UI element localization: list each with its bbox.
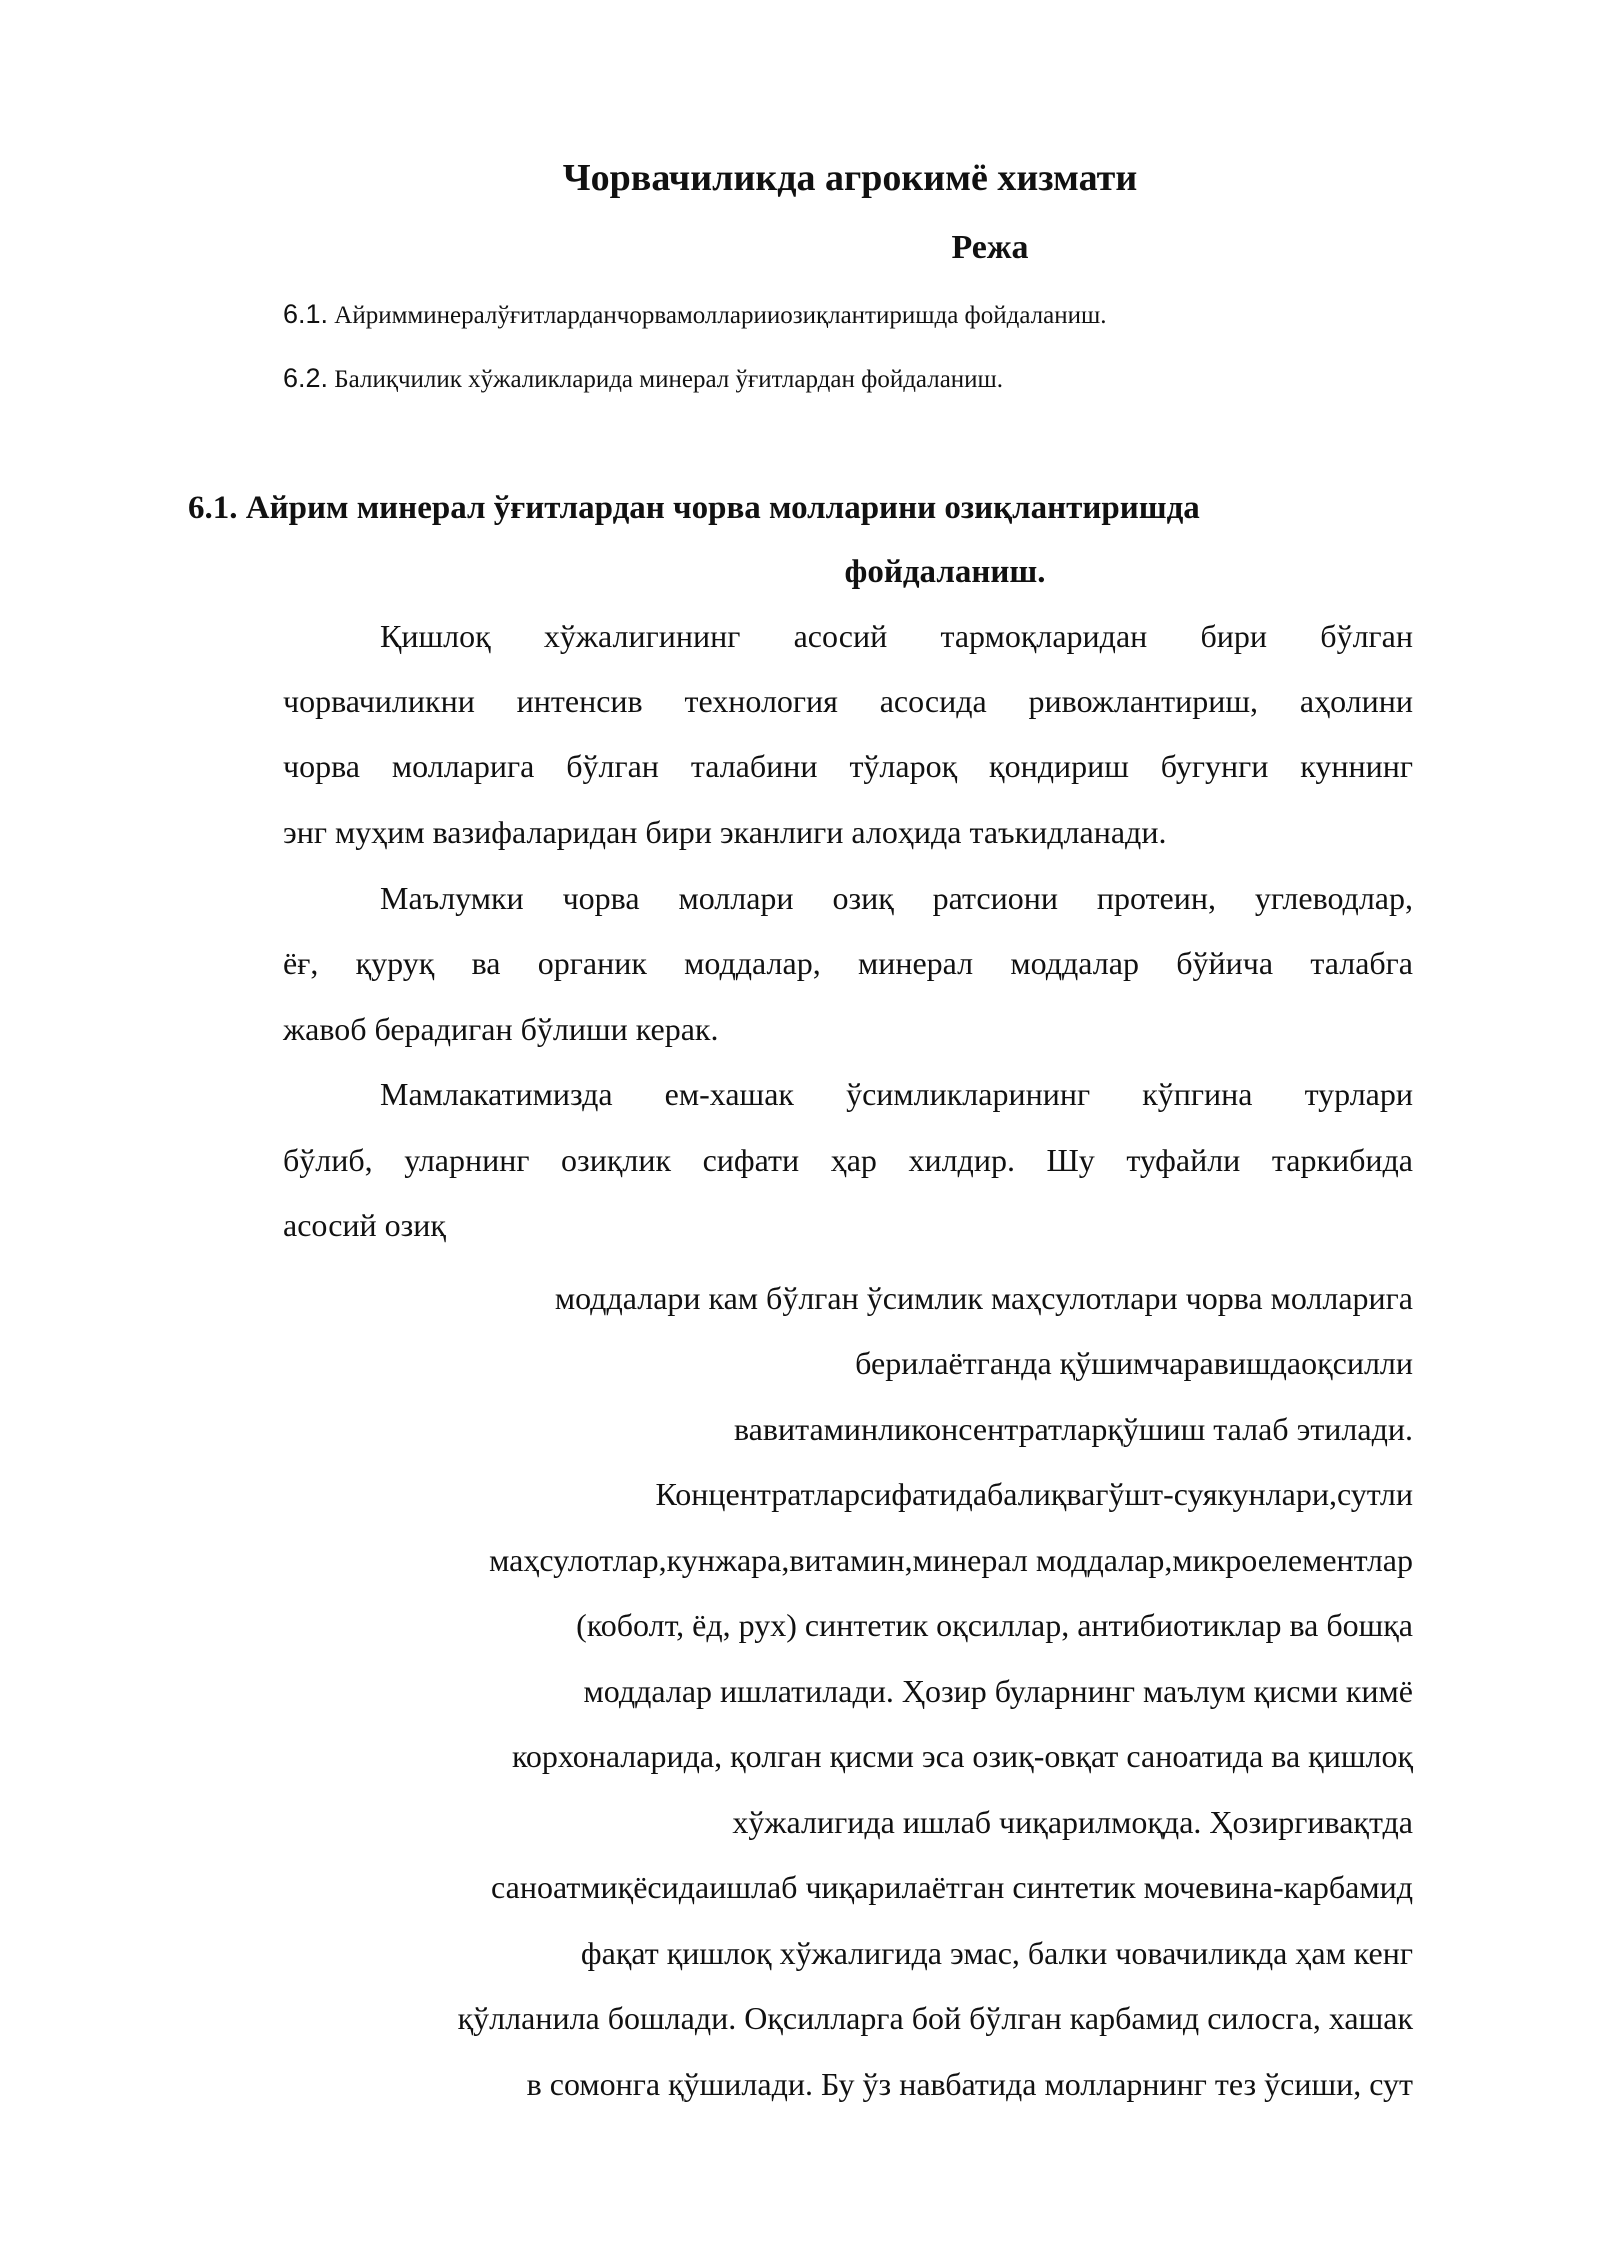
paragraph-line: Концентратларсифатидабалиқвагўшт-суякунлари,сутли [655, 1476, 1413, 1512]
paragraph-line: Мамлакатимизда ем-хашак ўсимликларининг кўпгина турлари [380, 1076, 1413, 1112]
paragraph-line: маҳсулотлар,кунжара,витамин,минерал моддалар,микроелементлар [489, 1542, 1413, 1578]
paragraph-line: берилаётганда қўшимчаравишдаоқсилли [855, 1345, 1413, 1381]
plan-item-number: 6.1. [283, 299, 329, 329]
paragraph-line: хўжалигида ишлаб чиқарилмоқда. Ҳозиргивақтда [732, 1804, 1413, 1840]
paragraph-line: саноатмиқёсидаишлаб чиқарилаётган синтетик мочевина-карбамид [491, 1869, 1413, 1905]
paragraph-line: чорвачиликни интенсив технология асосида ривожлантириш, аҳолини [283, 683, 1413, 719]
section-heading-continuation: фойдаланиш. [844, 554, 1046, 590]
paragraph-line: Қишлоқ хўжалигининг асосий тармоқларидан бири бўлган [380, 618, 1413, 654]
plan-item-text: Айримминералўғитларданчорвамолларииозиқлантиришда фойдаланиш. [334, 302, 1107, 329]
paragraph-line: вавитаминликонсентратларқўшиш талаб этилади. [733, 1411, 1413, 1447]
paragraph-line: фақат қишлоқ хўжалигида эмас, балки човачиликда ҳам кенг [580, 1935, 1413, 1971]
section-heading: 6.1. Айрим минерал ўғитлардан чорва молларини озиқлантиришда [188, 490, 1200, 526]
paragraph-line: асосий озиқ [283, 1207, 446, 1243]
paragraph-line: қўлланила бошлади. Оқсилларга бой бўлган карбамид силосга, хашак [457, 2000, 1413, 2036]
plan-title: Режа [951, 229, 1029, 266]
paragraph-line: чорва молларига бўлган талабини тўлароқ қондириш бугунги куннинг [283, 748, 1413, 784]
plan-item [283, 358, 1003, 400]
plan-item-text: Балиқчилик хўжаликларида минерал ўғитлардан фойдаланиш. [334, 366, 1004, 393]
paragraph-line: бўлиб, уларнинг озиқлик сифати ҳар хилдир. Шу туфайли таркибида [283, 1142, 1413, 1178]
paragraph-line: жавоб берадиган бўлиши керак. [283, 1011, 719, 1047]
paragraph-line: ёғ, қуруқ ва органик моддалар, минерал моддалар бўйича талабга [283, 945, 1413, 981]
paragraph-line: моддалар ишлатилади. Ҳозир буларнинг маълум қисми кимё [583, 1673, 1413, 1709]
paragraph-line: энг муҳим вазифаларидан бири эканлиги алоҳида таъкидланади. [283, 814, 1167, 850]
paragraph-line: корхоналарида, қолган қисми эса озиқ-овқат саноатида ва қишлоқ [511, 1738, 1413, 1774]
paragraph-line: Маълумки чорва моллари озиқ ратсиони протеин, углеводлар, [380, 880, 1413, 916]
document-title: Чорвачиликда агрокимё хизмати [562, 157, 1138, 199]
plan-item [283, 294, 1107, 336]
paragraph-line: (коболт, ёд, рух) синтетик оқсиллар, антибиотиклар ва бошқа [576, 1607, 1413, 1643]
paragraph-line: моддалари кам бўлган ўсимлик маҳсулотлари чорва молларига [554, 1280, 1413, 1316]
plan-item-number: 6.2. [283, 363, 329, 393]
paragraph-line: в сомонга қўшилади. Бу ўз навбатида молларнинг тез ўсиши, сут [526, 2066, 1413, 2102]
